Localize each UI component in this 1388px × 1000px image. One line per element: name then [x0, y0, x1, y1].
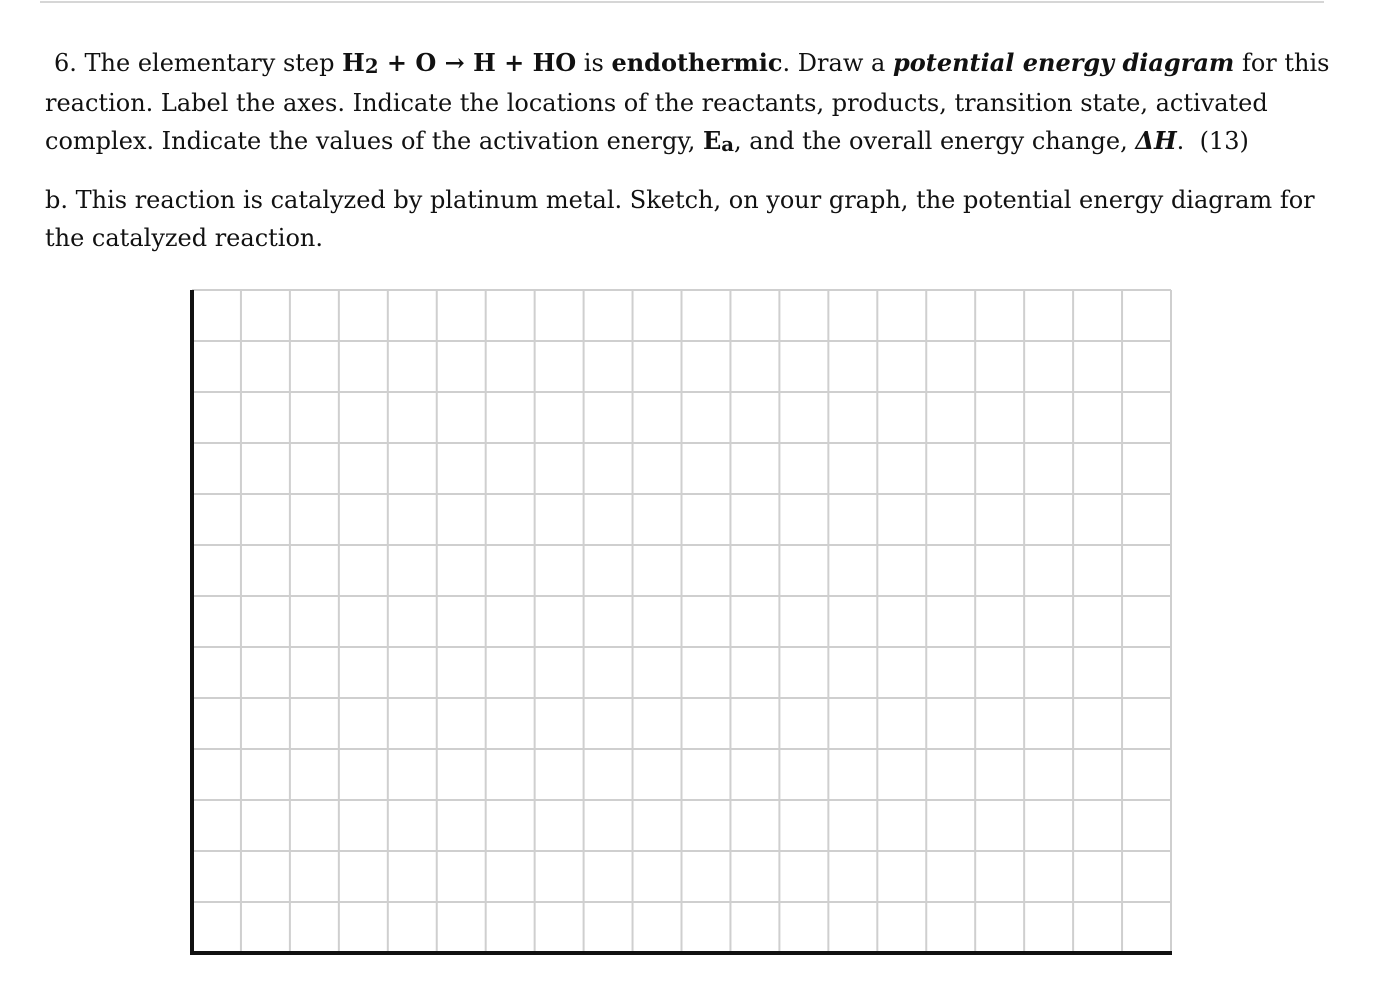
period-text: . [1176, 127, 1185, 155]
is-word: is [583, 49, 604, 77]
comma-text: , and the overall energy change, [734, 127, 1128, 155]
graph-paper [189, 288, 1174, 957]
endothermic-term: endothermic [611, 48, 783, 77]
answer-grid [189, 288, 1174, 957]
question-block [45, 44, 1345, 257]
question-number: 6. [54, 49, 77, 77]
question-intro: The elementary step [84, 49, 335, 77]
draw-a-text: . Draw a [782, 49, 886, 77]
ea-subscript: a [721, 133, 735, 157]
top-divider [40, 1, 1324, 3]
ea-base: E [703, 126, 722, 155]
instructions-text: for this reaction. Label the axes. Indicate the locations of the reactants, products, transition state, activated complex. Indicate the values of the activation energy, [45, 49, 1330, 155]
question-marks: (13) [1199, 127, 1249, 155]
diagram-term: potential energy diagram [892, 48, 1235, 77]
question-part-b: b. This reaction is catalyzed by platinum metal. Sketch, on your graph, the potential energy diagram for the catalyzed reaction. [45, 186, 1315, 252]
chemical-equation [342, 48, 576, 77]
activation-energy-symbol [703, 126, 734, 155]
h2-subscript: 2 [364, 55, 379, 79]
question-6-text [45, 44, 1345, 162]
delta-h-symbol: ΔH [1135, 126, 1177, 155]
equation-rest: + O → H + HO [386, 48, 577, 77]
h2-symbol: H [342, 48, 365, 77]
